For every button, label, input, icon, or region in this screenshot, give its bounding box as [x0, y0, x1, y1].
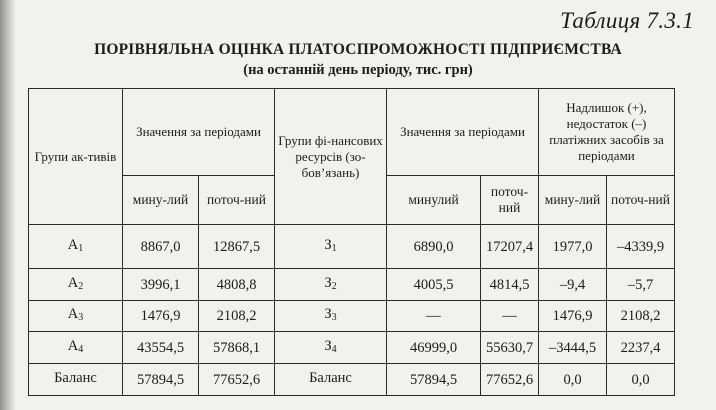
header-resource-groups: Групи фі-нансових ресурсів (зо-бов’язань): [275, 89, 387, 225]
surplus-curr-cell: –5,7: [607, 269, 675, 301]
asset-prev-cell: 57894,5: [123, 364, 199, 396]
resource-prev-cell: 46999,0: [387, 332, 481, 364]
resource-curr-cell: 77652,6: [481, 364, 539, 396]
asset-prev-cell: 8867,0: [123, 225, 199, 269]
resource-prev-cell: 57894,5: [387, 364, 481, 396]
surplus-prev-cell: 1977,0: [539, 225, 607, 269]
asset-curr-cell: 77652,6: [199, 364, 275, 396]
header-surplus: Надлишок (+), недостаток (–) платіжних засобів за періодами: [539, 89, 675, 176]
asset-curr-cell: 12867,5: [199, 225, 275, 269]
surplus-prev-cell: 0,0: [539, 364, 607, 396]
header-resource-values: Значення за періодами: [387, 89, 539, 176]
resource-group-cell: $З_4$: [275, 332, 387, 364]
table-row: [29, 332, 675, 364]
surplus-curr-cell: 0,0: [607, 364, 675, 396]
asset-curr-cell: 4808,8: [199, 269, 275, 301]
resource-group-cell: $З_1$: [275, 225, 387, 269]
asset-curr-cell: 2108,2: [199, 301, 275, 332]
asset-group-cell: $A_1$: [29, 225, 123, 269]
header-resource-curr: поточ-ний: [481, 176, 539, 225]
resource-group-cell: Баланс: [275, 364, 387, 396]
table-row: [29, 225, 675, 269]
header-surplus-curr: поточ-ний: [607, 176, 675, 225]
header-resource-prev: минулий: [387, 176, 481, 225]
asset-group-cell: $A_2$: [29, 269, 123, 301]
header-asset-prev: мину-лий: [123, 176, 199, 225]
surplus-curr-cell: 2108,2: [607, 301, 675, 332]
asset-curr-cell: 57868,1: [199, 332, 275, 364]
resource-prev-cell: 6890,0: [387, 225, 481, 269]
resource-curr-cell: —: [481, 301, 539, 332]
resource-group-cell: $З_2$: [275, 269, 387, 301]
resource-prev-cell: 4005,5: [387, 269, 481, 301]
resource-prev-cell: —: [387, 301, 481, 332]
header-asset-curr: поточ-ний: [199, 176, 275, 225]
resource-curr-cell: 55630,7: [481, 332, 539, 364]
table-title: ПОРІВНЯЛЬНА ОЦІНКА ПЛАТОСПРОМОЖНОСТІ ПІДПРИЄМСТВА: [94, 41, 622, 58]
table-row-total: [29, 364, 675, 396]
header-asset-groups: Групи ак-тивів: [29, 89, 123, 225]
resource-group-cell: $З_3$: [275, 301, 387, 332]
asset-group-cell: $A_4$: [29, 332, 123, 364]
surplus-curr-cell: –4339,9: [607, 225, 675, 269]
table-number: Таблиця 7.3.1: [560, 8, 694, 33]
asset-group-cell: Баланс: [29, 364, 123, 396]
surplus-curr-cell: 2237,4: [607, 332, 675, 364]
solvency-table: [28, 88, 675, 396]
surplus-prev-cell: 1476,9: [539, 301, 607, 332]
header-asset-values: Значення за періодами: [123, 89, 275, 176]
surplus-prev-cell: –9,4: [539, 269, 607, 301]
header-surplus-prev: мину-лий: [539, 176, 607, 225]
surplus-prev-cell: –3444,5: [539, 332, 607, 364]
table-subtitle: (на останній день періоду, тис. грн): [243, 62, 473, 78]
table-row: [29, 301, 675, 332]
asset-group-cell: $A_3$: [29, 301, 123, 332]
asset-prev-cell: 1476,9: [123, 301, 199, 332]
resource-curr-cell: 17207,4: [481, 225, 539, 269]
asset-prev-cell: 3996,1: [123, 269, 199, 301]
header-row-top: [29, 89, 675, 176]
resource-curr-cell: 4814,5: [481, 269, 539, 301]
table-row: [29, 269, 675, 301]
asset-prev-cell: 43554,5: [123, 332, 199, 364]
